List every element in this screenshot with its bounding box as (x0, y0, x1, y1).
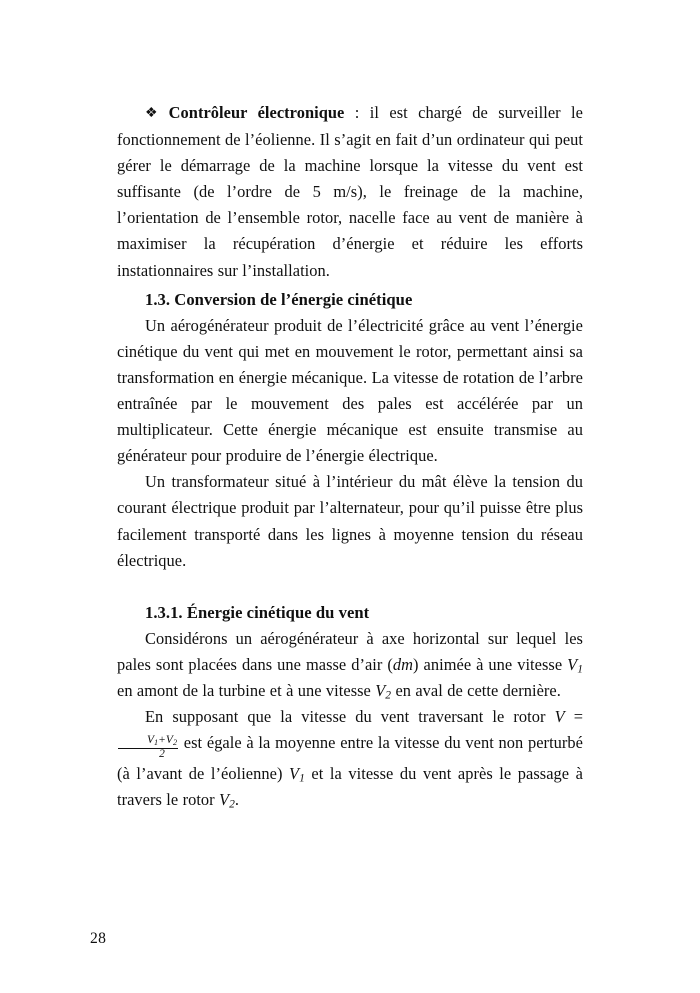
page-number: 28 (90, 930, 107, 947)
paragraph-controleur-electronique (117, 100, 583, 284)
spacer (117, 574, 583, 600)
math-subscript: 2 (385, 689, 392, 702)
fraction-plus-sign: + (158, 734, 166, 747)
heading-1-3-1: 1.3.1. Énergie cinétique du vent (145, 602, 370, 622)
math-variable-dm: dm (392, 654, 414, 674)
math-fraction-mean-velocity (118, 735, 178, 761)
math-variable-v1 (289, 764, 305, 783)
text-segment: En supposant que la vitesse du vent traversant le rotor (145, 707, 555, 727)
math-variable-base: V (219, 790, 230, 810)
equals-sign: = (564, 707, 583, 727)
page-content (117, 100, 583, 813)
paragraph-considerons (117, 626, 583, 704)
fraction-num-v2: V (165, 734, 173, 747)
text-segment: en aval de cette dernière. (391, 680, 561, 700)
fraction-num-v1: V (147, 734, 155, 747)
fraction-num-v2-sub: 2 (172, 738, 178, 747)
fraction-numerator (118, 735, 178, 748)
text-segment: est égale à la moyenne entre la vitesse du vent non perturbé (à l’avant de l’éolienne) (117, 733, 583, 784)
math-variable-v2 (219, 790, 235, 809)
math-subscript: 1 (577, 663, 583, 676)
fraction-denominator: 2 (159, 748, 165, 761)
math-variable-v2 (375, 681, 391, 700)
paragraph-conversion: Un aérogénérateur produit de l’électricité grâce au vent l’énergie cinétique du vent qui met en mouvement le rotor, permettant ainsi sa transformation en énergie mécanique. La vitesse de rotation de l’arbre entraînée par le mouvement des pales est accélérée par un multiplicateur. Cette énergie mécanique est ensuite transmise au générateur pour produire de l’énergie électrique. (117, 315, 583, 466)
paragraph-bold-lead: Contrôleur électronique (168, 103, 345, 122)
text-segment: ) animée à une vitesse (413, 654, 568, 674)
heading-1-3: 1.3. Conversion de l’énergie cinétique (145, 289, 413, 309)
text-segment: . (234, 790, 240, 810)
text-segment: en amont de la turbine et à une vitesse (117, 680, 376, 700)
paragraph-supposant (117, 704, 583, 813)
math-subscript: 1 (299, 772, 305, 785)
diamond-bullet-icon: ❖ (145, 106, 164, 121)
math-variable-base: V (375, 680, 386, 700)
math-variable-v1 (567, 655, 583, 674)
paragraph-body-text: : il est chargé de surveiller le fonctionnement de l’éolienne. Il s’agit en fait d’un ordinateur qui peut gérer le démarrage de la machine lorsque la vitesse du vent est suffisante (de l’ordre de 5 m/s), le freinage de la machine, l’orientation de l’ensemble rotor, nacelle face au vent de manière à maximiser la récupération d’énergie et réduire les efforts instationnaires sur l’installation. (117, 103, 583, 280)
text-segment: et la vitesse du vent après le passage à travers le rotor (117, 764, 583, 810)
fraction-num-v1-sub: 1 (154, 738, 159, 747)
math-variable-v: V (554, 707, 565, 727)
text-segment: Considérons un aérogénérateur à axe horizontal sur lequel les pales sont placées dans une masse d’air ( (117, 628, 583, 674)
math-variable-base: V (289, 764, 300, 784)
math-variable-base: V (567, 654, 578, 674)
math-subscript: 2 (229, 798, 235, 811)
paragraph-transformateur: Un transformateur situé à l’intérieur du mât élève la tension du courant électrique produit par l’alternateur, pour qu’il puisse être plus facilement transporté dans les lignes à moyenne tension du réseau électrique. (117, 472, 583, 570)
